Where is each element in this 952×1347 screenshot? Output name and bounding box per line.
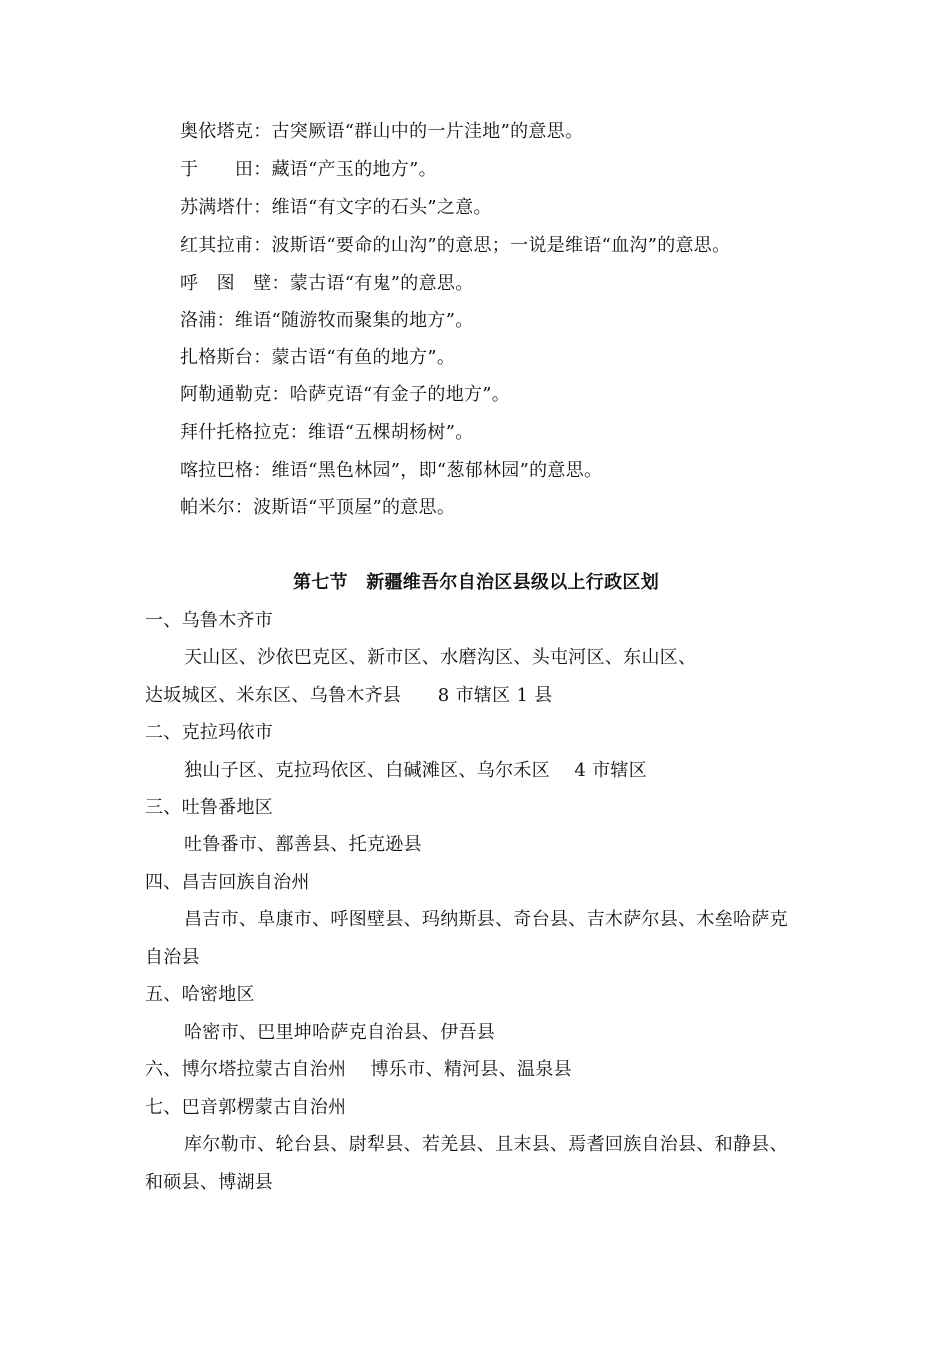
toponym-line: 呼 图 壁：蒙古语“有鬼”的意思。 — [180, 273, 474, 294]
division-heading: 四、昌吉回族自治州 — [145, 872, 310, 893]
toponym-line: 拜什托格拉克：维语“五棵胡杨树”。 — [180, 422, 474, 443]
toponym-line: 阿勒通勒克：哈萨克语“有金子的地方”。 — [180, 384, 511, 405]
division-detail: 吐鲁番市、鄯善县、托克逊县 — [184, 834, 422, 855]
division-heading: 二、克拉玛依市 — [145, 722, 274, 743]
toponym-line: 红其拉甫：波斯语“要命的山沟”的意思；一说是维语“血沟”的意思。 — [180, 235, 731, 256]
division-heading: 三、吐鲁番地区 — [145, 797, 274, 818]
toponym-line: 于 田：藏语“产玉的地方”。 — [180, 159, 437, 180]
division-heading: 七、巴音郭楞蒙古自治州 — [145, 1097, 347, 1118]
division-detail: 和硕县、博湖县 — [145, 1172, 274, 1193]
division-heading: 五、哈密地区 — [145, 984, 255, 1005]
section-title: 第七节 新疆维吾尔自治区县级以上行政区划 — [293, 572, 659, 593]
division-detail: 哈密市、巴里坤哈萨克自治县、伊吾县 — [184, 1022, 496, 1043]
division-heading: 一、乌鲁木齐市 — [145, 610, 274, 631]
division-heading: 六、博尔塔拉蒙古自治州 博乐市、精河县、温泉县 — [145, 1059, 572, 1080]
toponym-line: 苏满塔什：维语“有文字的石头”之意。 — [180, 197, 492, 218]
division-detail: 库尔勒市、轮台县、尉犁县、若羌县、且末县、焉耆回族自治县、和静县、 — [184, 1134, 788, 1155]
toponym-line: 喀拉巴格：维语“黑色林园”，即“葱郁林园”的意思。 — [180, 460, 603, 481]
toponym-line: 扎格斯台：蒙古语“有鱼的地方”。 — [180, 347, 456, 368]
division-detail: 自治县 — [145, 947, 200, 968]
toponym-line: 洛浦：维语“随游牧而聚集的地方”。 — [180, 310, 474, 331]
division-detail: 独山子区、克拉玛依区、白碱滩区、乌尔禾区 4 市辖区 — [184, 760, 647, 781]
toponym-line: 帕米尔：波斯语“平顶屋”的意思。 — [180, 497, 456, 518]
toponym-line: 奥依塔克：古突厥语“群山中的一片洼地”的意思。 — [180, 121, 584, 142]
division-detail: 达坂城区、米东区、乌鲁木齐县 8 市辖区 1 县 — [145, 685, 553, 706]
division-detail: 昌吉市、阜康市、呼图壁县、玛纳斯县、奇台县、吉木萨尔县、木垒哈萨克 — [184, 909, 788, 930]
division-detail: 天山区、沙依巴克区、新市区、水磨沟区、头屯河区、东山区、 — [184, 647, 697, 668]
